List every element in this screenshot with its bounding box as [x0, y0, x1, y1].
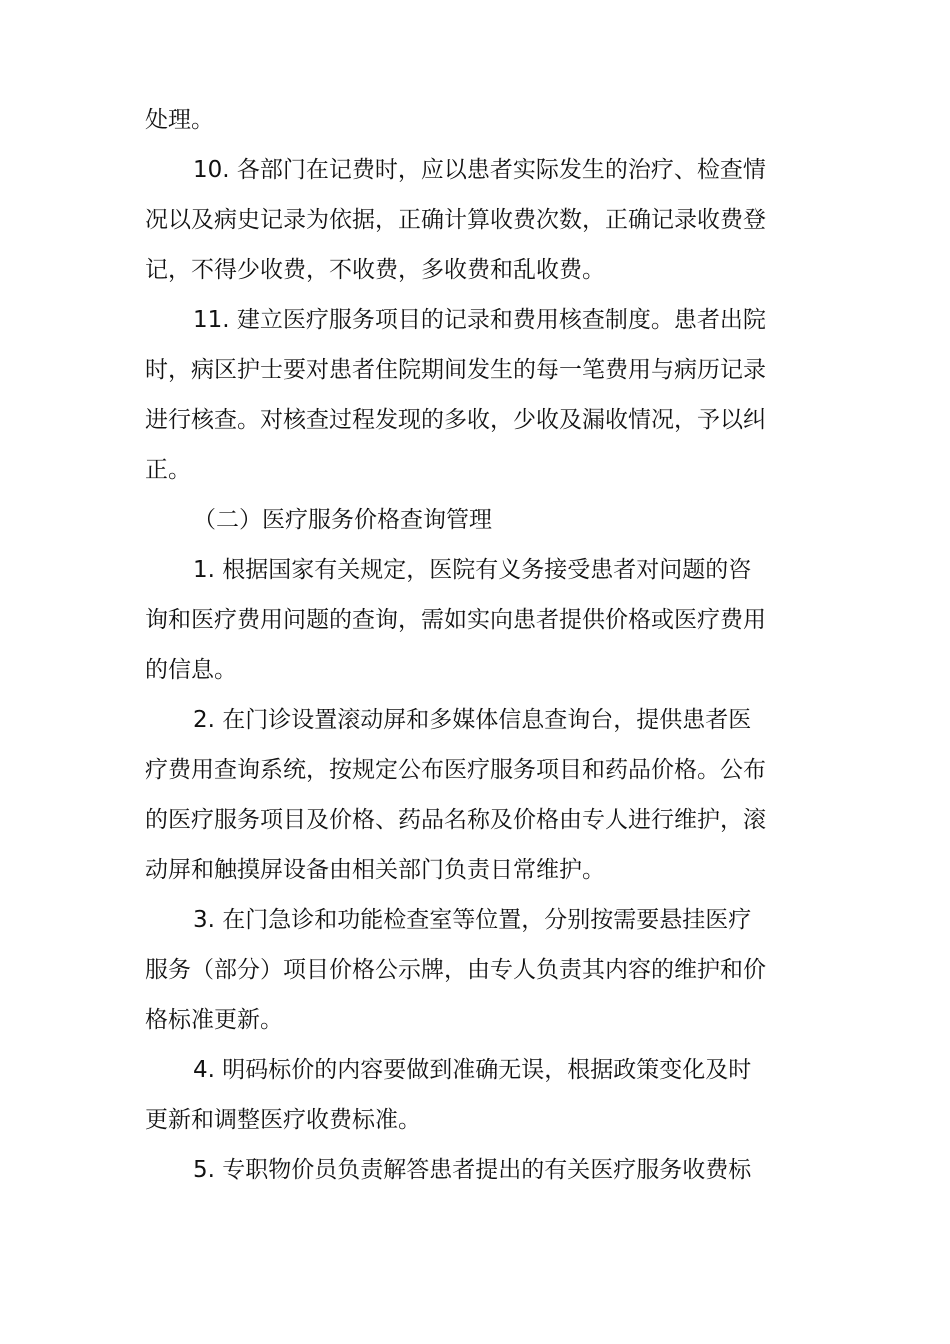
text-line-20: 4. 明码标价的内容要做到准确无误，根据政策变化及时 — [193, 1057, 752, 1083]
section-heading: （二）医疗服务价格查询管理 — [193, 507, 492, 533]
text-line-19: 格标准更新。 — [145, 1007, 283, 1033]
text-line-6: 时，病区护士要对患者住院期间发生的每一笔费用与病历记录 — [145, 357, 766, 383]
text-line-5: 11. 建立医疗服务项目的记录和费用核查制度。患者出院 — [193, 307, 766, 333]
text-line-12: 的信息。 — [145, 657, 237, 683]
text-line-11: 询和医疗费用问题的查询，需如实向患者提供价格或医疗费用 — [145, 607, 766, 633]
text-line-8: 正。 — [145, 457, 191, 483]
text-line-21: 更新和调整医疗收费标准。 — [145, 1107, 421, 1133]
text-line-13: 2. 在门诊设置滚动屏和多媒体信息查询台，提供患者医 — [193, 707, 752, 733]
text-line-3: 况以及病史记录为依据，正确计算收费次数，正确记录收费登 — [145, 207, 766, 233]
text-line-15: 的医疗服务项目及价格、药品名称及价格由专人进行维护，滚 — [145, 807, 766, 833]
text-line-1: 处理。 — [145, 107, 214, 133]
text-line-2: 10. 各部门在记费时，应以患者实际发生的治疗、检查情 — [193, 157, 766, 183]
text-line-22: 5. 专职物价员负责解答患者提出的有关医疗服务收费标 — [193, 1157, 752, 1183]
text-line-7: 进行核查。对核查过程发现的多收，少收及漏收情况，予以纠 — [145, 407, 766, 433]
text-line-18: 服务（部分）项目价格公示牌，由专人负责其内容的维护和价 — [145, 957, 766, 983]
text-line-17: 3. 在门急诊和功能检查室等位置，分别按需要悬挂医疗 — [193, 907, 752, 933]
text-line-10: 1. 根据国家有关规定，医院有义务接受患者对问题的咨 — [193, 557, 752, 583]
text-line-16: 动屏和触摸屏设备由相关部门负责日常维护。 — [145, 857, 605, 883]
text-line-4: 记，不得少收费，不收费，多收费和乱收费。 — [145, 257, 605, 283]
text-line-14: 疗费用查询系统，按规定公布医疗服务项目和药品价格。公布 — [145, 757, 766, 783]
